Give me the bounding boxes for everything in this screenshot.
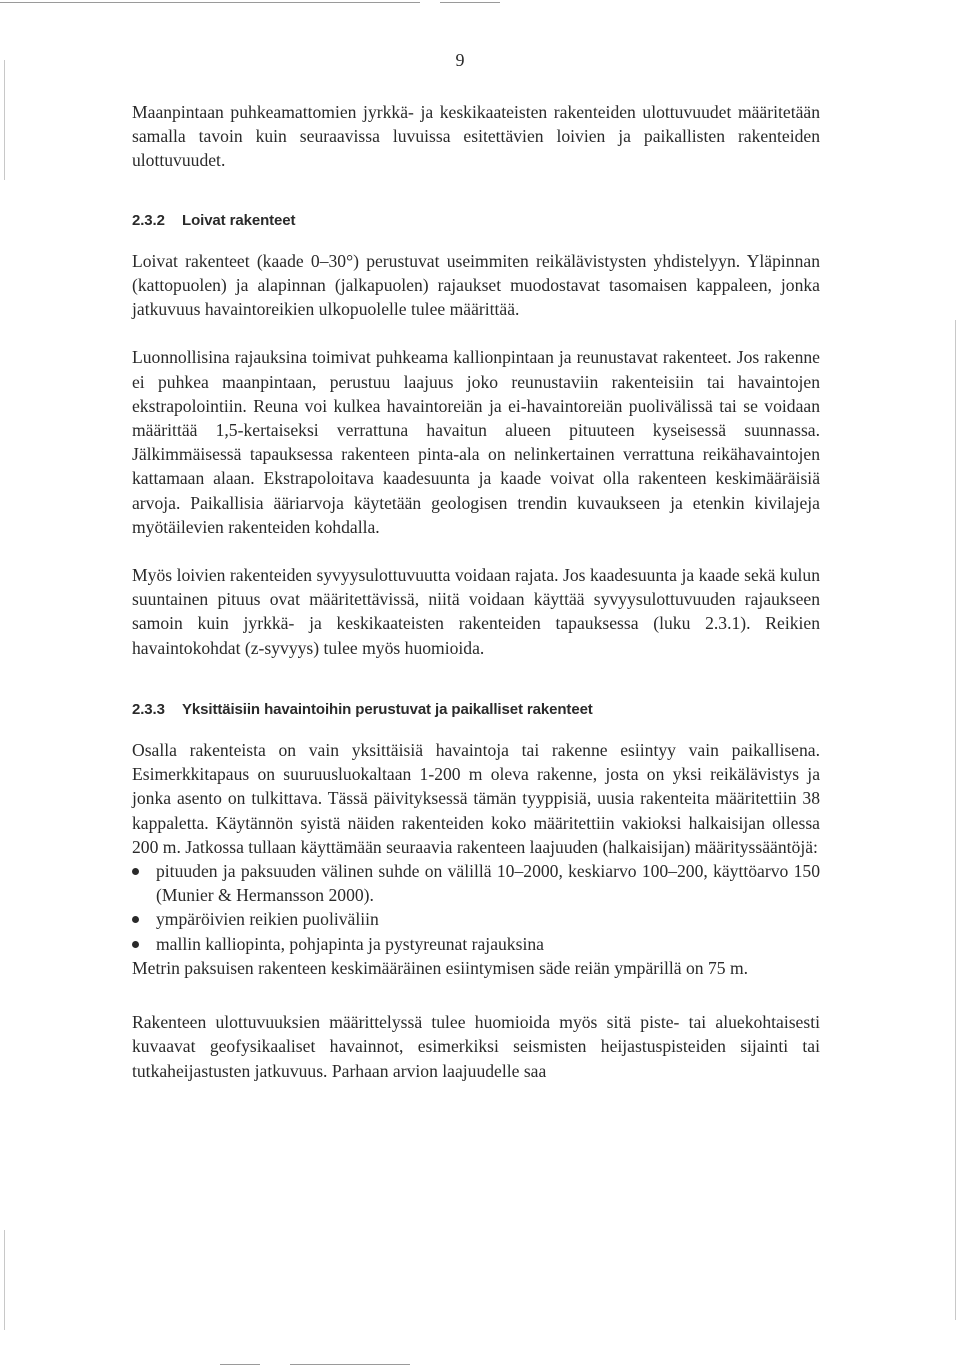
bullet-icon [132,868,139,875]
page-number: 9 [455,50,465,70]
section-heading-2-3-2 [132,209,820,233]
list-item-text: ympäröivien reikien puoliväliin [156,909,379,930]
section-paragraph: Metrin paksuisen rakenteen keskimääräinen esiintymisen säde reiän ympärillä on 75 m. [132,957,749,978]
list-item [132,859,820,907]
intro-paragraph: Maanpintaan puhkeamattomien jyrkkä- ja keskikaateisten rakenteiden ulottuvuudet määritetään samalla tavoin kuin seuraavissa luvuissa esitettävien loivien ja paikallisten rakenteiden ulottuvuudet. [132,102,820,171]
section-number: 2.3.3 [132,700,165,718]
scan-artifact-left-edge-2 [4,1230,5,1330]
section-paragraph: Luonnollisina rajauksina toimivat puhkeama kallionpintaan ja reunustavat rakenteet. Jos rakenne ei puhkea maanpintaan, perustuu laajuus joko reunustaviin rakenteisiin tai havaintojen ekstrapolointiin. Reuna voi kulkea havaintoreiän ja ei-havaintoreiän puolivälissä tai se voidaan määrittää 1,5-kertaiseksi verrattuna havaitun alueen pituuteen kyseisessä suunnassa. Jälkimmäisessä tapauksessa rakenteen pinta-ala on nelinkertainen verrattuna reikähavaintojen kattamaan alaan. Ekstrapoloitava kaadesuunta ja kaade voivat olla rakenteen keskimääräisiä arvoja. Paikallisia ääriarvoja käytetään geologisen trendin kuvaukseen ja etenkin kivilajeja myötäilevien rakenteiden kohdalla. [132,347,820,537]
section-title: Loivat rakenteet [182,211,296,229]
section-paragraph: Myös loivien rakenteiden syvyysulottuvuutta voidaan rajata. Jos kaadesuunta ja kaade sekä kulun suuntainen pituus ovat määritettävissä, niitä voidaan käyttää syvyysulottuvuuden rajaukseen samoin kuin jyrkkä- ja keskikaateisten rakenteiden tapauksessa (luku 2.3.1). Reikien havaintokohdat (z-syvyys) tulee myös huomioida. [132,565,820,658]
section-title: Yksittäisiin havaintoihin perustuvat ja paikalliset rakenteet [182,700,593,718]
scan-artifact-top-line [0,2,420,3]
scan-artifact-left-edge [4,60,5,180]
scan-artifact-right-edge [955,320,956,1320]
scan-artifact-bottom-line [220,1364,260,1365]
list-item-text: pituuden ja paksuuden välinen suhde on välillä 10–2000, keskiarvo 100–200, käyttöarvo 150 (Munier & Hermansson 2000). [156,861,820,906]
list-item-text: mallin kalliopinta, pohjapinta ja pystyreunat rajauksina [156,933,544,954]
section-paragraph: Rakenteen ulottuvuuksien määrittelyssä tulee huomioida myös sitä piste- tai aluekohtaisesti kuvaavat geofysikaaliset havainnot, esimerkiksi seismisten heijastuspisteiden sijainti tai tutkaheijastusten jatkuvuus. Parhaan arvion laajuudelle saa [132,1012,820,1081]
section-paragraph: Osalla rakenteista on vain yksittäisiä havaintoja tai rakenne esiintyy vain paikallisena. Esimerkkitapaus on suuruusluokaltaan 1-200 m oleva rakenne, josta on yksi reikälävistys ja jonka asento on tulkittava. Tässä päivityksessä tämän tyyppisiä, uusia rakenteita määritettiin 38 kappaletta. Käytännön syistä näiden rakenteiden koko määritettiin vakioksi halkaisijan ollessa 200 m. Jatkossa tullaan käyttämään seuraavia rakenteen laajuuden (halkaisijan) määrityssääntöjä: [132,740,820,857]
scan-artifact-top-line-2 [440,2,500,3]
scan-artifact-bottom-line-2 [290,1364,410,1365]
document-body [132,100,820,1083]
section-paragraph: Loivat rakenteet (kaade 0–30°) perustuvat useimmiten reikälävistysten yhdistelyyn. Yläpinnan (kattopuolen) ja alapinnan (jalkapuolen) rajaukset muodostavat tasomaisen kappaleen, jonka jatkuvuus havaintoreikien ulkopuolelle tulee määrittää. [132,250,820,320]
list-item [132,907,820,931]
bullet-icon [132,941,139,948]
bullet-icon [132,916,139,923]
section-heading-2-3-3 [132,698,820,722]
list-item [132,932,820,956]
bullet-list [132,859,820,956]
section-number: 2.3.2 [132,211,165,229]
